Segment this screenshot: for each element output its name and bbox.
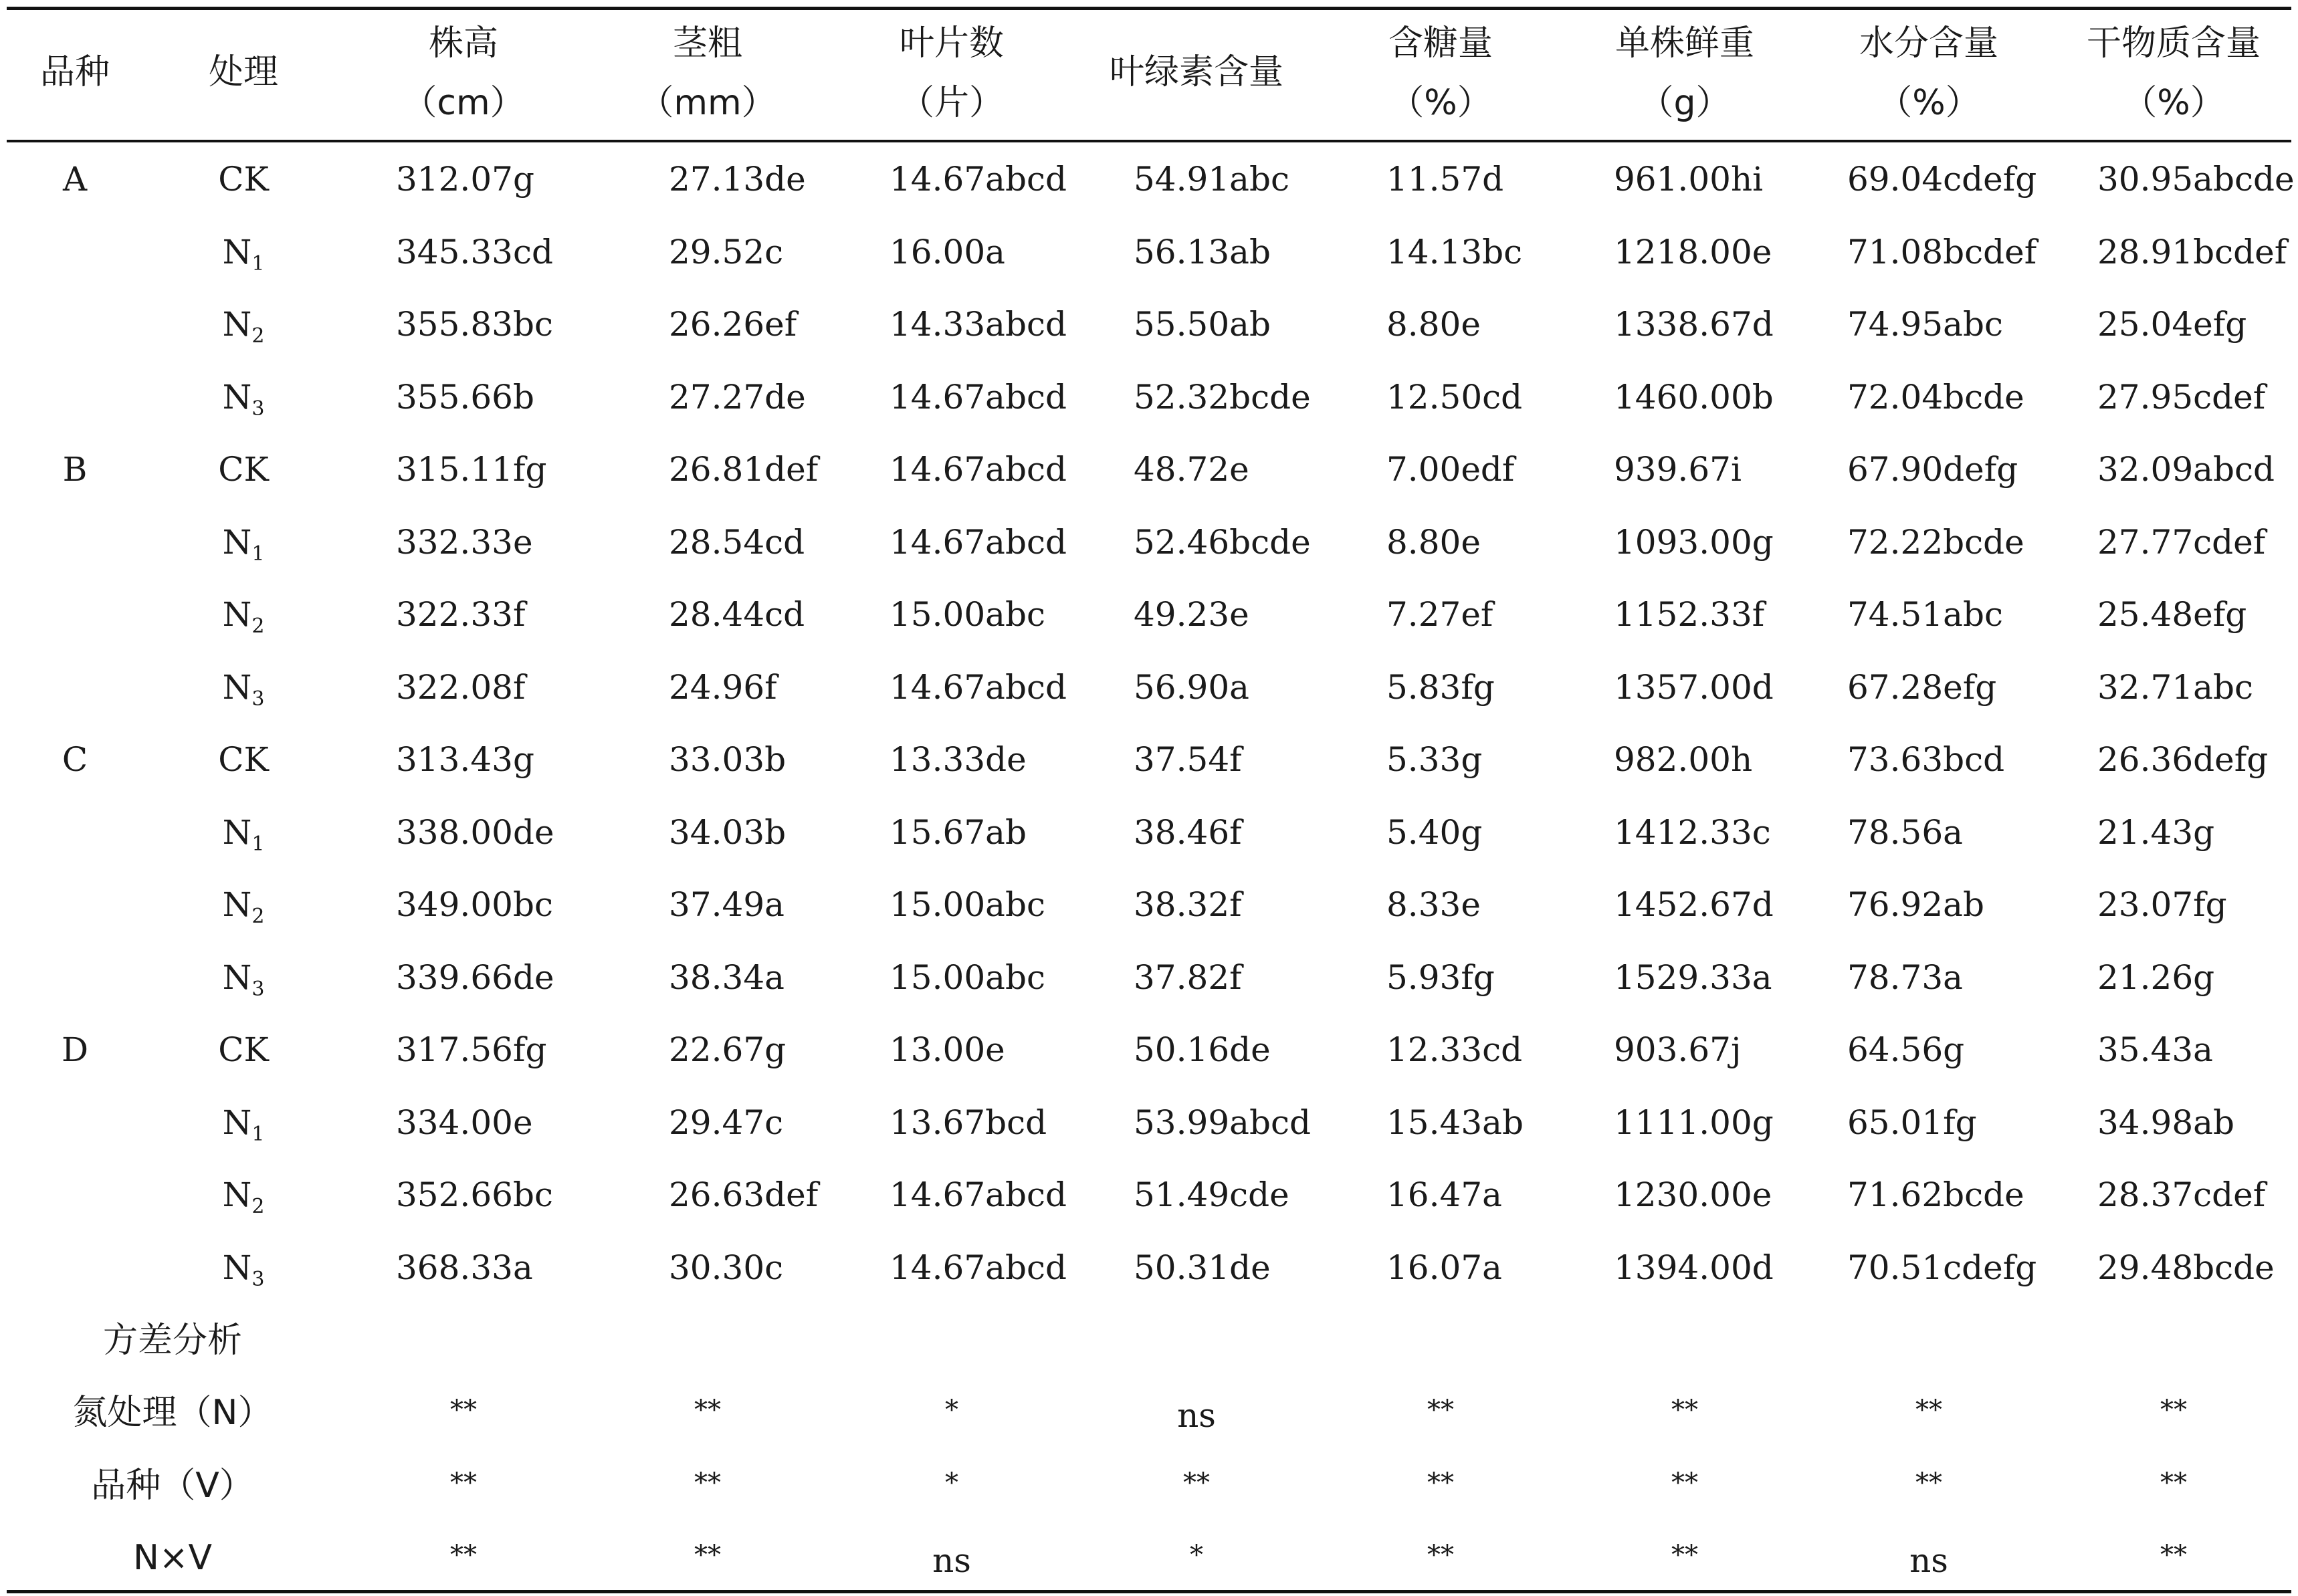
anova-cell: **: [1915, 1467, 1942, 1498]
table-cell: 69.04cdefg: [1847, 160, 2037, 199]
anova-cell: **: [694, 1540, 721, 1571]
anova-cell: *: [1190, 1540, 1203, 1571]
table-cell: 345.33cd: [396, 232, 553, 271]
treatment-text: CK: [218, 160, 269, 199]
header-col-name: 水分含量: [1859, 23, 1999, 64]
table-cell: 352.66bc: [396, 1175, 553, 1214]
treatment-label: [222, 522, 265, 566]
table-cell: 1093.00g: [1614, 522, 1774, 562]
table-cell: 368.33a: [396, 1248, 533, 1287]
treatment-subscript: 3: [251, 687, 265, 711]
table-cell: 26.36defg: [2097, 740, 2269, 779]
table-cell: 38.32f: [1134, 885, 1242, 924]
table-cell: 312.07g: [396, 160, 534, 199]
table-cell: 25.48efg: [2097, 595, 2247, 634]
table-cell: 70.51cdefg: [1847, 1248, 2037, 1287]
table-cell: 24.96f: [669, 667, 777, 707]
table-cell: 55.50ab: [1134, 305, 1271, 344]
header-variety: 品种: [39, 52, 110, 92]
treatment-label: [222, 812, 265, 856]
table-cell: 22.67g: [669, 1030, 787, 1069]
treatment-text: N: [222, 1103, 252, 1142]
treatment-text: CK: [218, 740, 269, 779]
table-cell: 903.67j: [1614, 1030, 1742, 1069]
table-cell: 65.01fg: [1847, 1103, 1977, 1142]
header-col-name: 单株鲜重: [1614, 23, 1755, 64]
table-cell: 13.00e: [890, 1030, 1005, 1069]
table-cell: 317.56fg: [396, 1030, 547, 1069]
table-cell: 37.54f: [1134, 740, 1242, 779]
treatment-subscript: 2: [251, 905, 265, 928]
table-cell: 8.80e: [1386, 305, 1481, 344]
table-cell: 37.49a: [669, 885, 785, 924]
treatment-text: N: [222, 377, 252, 417]
treatment-label: [222, 885, 265, 928]
anova-cell: **: [694, 1395, 721, 1426]
treatment-text: N: [222, 812, 252, 852]
table-cell: 52.32bcde: [1134, 377, 1311, 417]
table-cell: 74.95abc: [1847, 305, 2003, 344]
treatment-label: [222, 667, 265, 711]
bottom-rule: [7, 1590, 2291, 1593]
table-cell: 15.00abc: [890, 595, 1045, 634]
table-cell: 56.90a: [1134, 667, 1249, 707]
table-cell: 1529.33a: [1614, 957, 1772, 997]
header-col-name: 叶片数: [899, 23, 1005, 64]
header-col-unit: （%）: [2122, 83, 2225, 123]
table-cell: 339.66de: [396, 957, 554, 997]
anova-title: 方差分析: [102, 1321, 243, 1361]
anova-label: 品种（V）: [91, 1465, 254, 1506]
table-cell: 34.03b: [669, 812, 787, 852]
table-cell: 14.67abcd: [890, 377, 1067, 417]
table-cell: 355.83bc: [396, 305, 553, 344]
table-cell: 7.00edf: [1386, 450, 1515, 489]
header-col-name: 含糖量: [1388, 23, 1493, 64]
table-cell: 8.33e: [1386, 885, 1481, 924]
treatment-subscript: 1: [251, 1122, 265, 1146]
table-cell: 14.67abcd: [890, 1175, 1067, 1214]
anova-cell: **: [1427, 1395, 1454, 1426]
variety-label: C: [62, 740, 88, 779]
header-col-unit: （mm）: [639, 83, 776, 123]
treatment-label: [222, 1248, 265, 1291]
table-cell: 56.13ab: [1134, 232, 1271, 271]
treatment-label: [222, 232, 265, 275]
table-cell: 16.07a: [1386, 1248, 1502, 1287]
header-col-unit: （%）: [1389, 83, 1492, 123]
table-cell: 54.91abc: [1134, 160, 1289, 199]
table-cell: 15.67ab: [890, 812, 1027, 852]
table-cell: 14.67abcd: [890, 522, 1067, 562]
treatment-label: [222, 1103, 265, 1146]
table-cell: 8.80e: [1386, 522, 1481, 562]
anova-cell: **: [2160, 1395, 2187, 1426]
anova-cell: **: [694, 1467, 721, 1498]
header-col-name: 茎粗: [672, 23, 743, 64]
header-col-name: 叶绿素含量: [1109, 52, 1284, 92]
table-cell: 14.67abcd: [890, 450, 1067, 489]
anova-label: N×V: [132, 1538, 213, 1578]
table-cell: 27.95cdef: [2097, 377, 2266, 417]
table-cell: 72.22bcde: [1847, 522, 2024, 562]
anova-cell: **: [450, 1395, 477, 1426]
table-cell: 26.63def: [669, 1175, 819, 1214]
table-cell: 332.33e: [396, 522, 533, 562]
table-cell: 13.33de: [890, 740, 1027, 779]
treatment-label: [222, 594, 265, 638]
table-cell: 52.46bcde: [1134, 522, 1311, 562]
table-cell: 14.13bc: [1386, 232, 1523, 271]
table-cell: 30.30c: [669, 1248, 784, 1287]
table-cell: 26.81def: [669, 450, 819, 489]
anova-cell: **: [1671, 1540, 1698, 1571]
table-cell: 939.67i: [1614, 450, 1742, 489]
table-cell: 1152.33f: [1614, 595, 1765, 634]
anova-cell: ns: [1909, 1541, 1948, 1580]
table-cell: 78.56a: [1847, 812, 1963, 852]
table-cell: 38.46f: [1134, 812, 1242, 852]
table-cell: 35.43a: [2097, 1030, 2213, 1069]
table-cell: 29.48bcde: [2097, 1248, 2275, 1287]
header-rule: [7, 140, 2291, 142]
table-cell: 13.67bcd: [890, 1103, 1047, 1142]
table-cell: 74.51abc: [1847, 595, 2003, 634]
table-cell: 315.11fg: [396, 450, 547, 489]
anova-cell: **: [1427, 1467, 1454, 1498]
variety-label: D: [61, 1030, 89, 1069]
header-col-unit: （片）: [899, 83, 1005, 123]
variety-label: B: [62, 450, 88, 489]
treatment-subscript: 1: [251, 251, 265, 275]
treatment-text: N: [222, 885, 252, 924]
table-cell: 5.93fg: [1386, 957, 1495, 997]
treatment-subscript: 2: [251, 1195, 265, 1218]
table-cell: 34.98ab: [2097, 1103, 2234, 1142]
table-cell: 5.33g: [1386, 740, 1483, 779]
treatment-text: CK: [218, 1030, 269, 1069]
table-cell: 14.33abcd: [890, 305, 1067, 344]
table-cell: 322.33f: [396, 595, 526, 634]
table-cell: 28.37cdef: [2097, 1175, 2266, 1214]
anova-cell: **: [1671, 1395, 1698, 1426]
table-cell: 29.47c: [669, 1103, 784, 1142]
table-cell: 338.00de: [396, 812, 554, 852]
treatment-label: [222, 957, 265, 1001]
header-treatment: 处理: [208, 52, 279, 92]
table-cell: 1452.67d: [1614, 885, 1774, 924]
table-cell: 1357.00d: [1614, 667, 1774, 707]
treatment-label: [218, 449, 269, 489]
treatment-subscript: 3: [251, 977, 265, 1001]
treatment-label: [218, 1030, 269, 1070]
treatment-label: [218, 159, 269, 199]
table-cell: 15.00abc: [890, 885, 1045, 924]
treatment-subscript: 1: [251, 542, 265, 566]
table-cell: 349.00bc: [396, 885, 553, 924]
table-cell: 27.77cdef: [2097, 522, 2266, 562]
table-cell: 11.57d: [1386, 160, 1504, 199]
table-cell: 15.00abc: [890, 957, 1045, 997]
treatment-subscript: 1: [251, 832, 265, 856]
anova-cell: **: [1427, 1540, 1454, 1571]
table-cell: 67.90defg: [1847, 450, 2018, 489]
treatment-text: N: [222, 595, 252, 634]
anova-cell: **: [2160, 1540, 2187, 1571]
table-cell: 334.00e: [396, 1103, 533, 1142]
treatment-text: N: [222, 1248, 252, 1287]
table-cell: 1394.00d: [1614, 1248, 1774, 1287]
table-cell: 1338.67d: [1614, 305, 1774, 344]
table-cell: 1460.00b: [1614, 377, 1774, 417]
table-cell: 48.72e: [1134, 450, 1249, 489]
table-cell: 26.26ef: [669, 305, 797, 344]
table-cell: 33.03b: [669, 740, 787, 779]
treatment-label: [218, 739, 269, 780]
treatment-text: N: [222, 957, 252, 997]
treatment-label: [222, 377, 265, 421]
treatment-subscript: 2: [251, 324, 265, 348]
table-cell: 37.82f: [1134, 957, 1242, 997]
table-cell: 21.26g: [2097, 957, 2215, 997]
table-cell: 49.23e: [1134, 595, 1249, 634]
top-rule: [7, 7, 2291, 10]
table-cell: 5.83fg: [1386, 667, 1495, 707]
table-cell: 28.91bcdef: [2097, 232, 2287, 271]
table-cell: 72.04bcde: [1847, 377, 2024, 417]
table-cell: 28.44cd: [669, 595, 805, 634]
anova-cell: **: [2160, 1467, 2187, 1498]
anova-cell: **: [1671, 1467, 1698, 1498]
table-cell: 50.31de: [1134, 1248, 1271, 1287]
table-cell: 14.67abcd: [890, 160, 1067, 199]
table-cell: 71.08bcdef: [1847, 232, 2037, 271]
table-cell: 76.92ab: [1847, 885, 1984, 924]
table-cell: 67.28efg: [1847, 667, 1997, 707]
anova-cell: ns: [1177, 1396, 1216, 1435]
anova-cell: **: [1915, 1395, 1942, 1426]
anova-cell: **: [450, 1467, 477, 1498]
anova-cell: **: [450, 1540, 477, 1571]
table-cell: 12.33cd: [1386, 1030, 1523, 1069]
table-cell: 38.34a: [669, 957, 785, 997]
header-col-unit: （%）: [1877, 83, 1980, 123]
table-cell: 14.67abcd: [890, 1248, 1067, 1287]
table-cell: 1111.00g: [1614, 1103, 1774, 1142]
header-col-unit: （cm）: [402, 83, 525, 123]
table-cell: 1230.00e: [1614, 1175, 1772, 1214]
table-cell: 7.27ef: [1386, 595, 1493, 634]
table-cell: 53.99abcd: [1134, 1103, 1311, 1142]
table-cell: 5.40g: [1386, 812, 1483, 852]
treatment-text: N: [222, 522, 252, 562]
variety-label: A: [62, 160, 88, 199]
table-cell: 355.66b: [396, 377, 534, 417]
anova-cell: *: [945, 1395, 958, 1426]
header-col-name: 株高: [428, 23, 499, 64]
treatment-subscript: 3: [251, 396, 265, 421]
anova-label: 氮处理（N）: [72, 1393, 273, 1433]
table-cell: 23.07fg: [2097, 885, 2227, 924]
table-cell: 982.00h: [1614, 740, 1753, 779]
table-cell: 30.95abcde: [2097, 160, 2295, 199]
table-cell: 64.56g: [1847, 1030, 1965, 1069]
table-cell: 27.13de: [669, 160, 806, 199]
table-cell: 21.43g: [2097, 812, 2215, 852]
table-cell: 12.50cd: [1386, 377, 1523, 417]
anova-cell: **: [1183, 1467, 1210, 1498]
table-cell: 32.71abc: [2097, 667, 2253, 707]
table-cell: 29.52c: [669, 232, 784, 271]
table-cell: 1218.00e: [1614, 232, 1772, 271]
table-cell: 71.62bcde: [1847, 1175, 2024, 1214]
treatment-text: N: [222, 1175, 252, 1214]
treatment-subscript: 3: [251, 1267, 265, 1291]
table-cell: 14.67abcd: [890, 667, 1067, 707]
header-col-name: 干物质含量: [2086, 23, 2261, 64]
table-cell: 322.08f: [396, 667, 526, 707]
table-cell: 961.00hi: [1614, 160, 1764, 199]
treatment-label: [222, 1175, 265, 1218]
header-col-unit: （g）: [1639, 83, 1731, 123]
treatment-label: [222, 304, 265, 348]
table-cell: 28.54cd: [669, 522, 805, 562]
table-cell: 27.27de: [669, 377, 806, 417]
treatment-text: N: [222, 232, 252, 271]
table-cell: 15.43ab: [1386, 1103, 1524, 1142]
table-cell: 51.49cde: [1134, 1175, 1289, 1214]
treatment-text: N: [222, 305, 252, 344]
anova-cell: ns: [932, 1541, 971, 1580]
table-cell: 1412.33c: [1614, 812, 1771, 852]
table-cell: 16.47a: [1386, 1175, 1502, 1214]
table-cell: 78.73a: [1847, 957, 1963, 997]
table-cell: 32.09abcd: [2097, 450, 2275, 489]
treatment-subscript: 2: [251, 614, 265, 638]
table-cell: 50.16de: [1134, 1030, 1271, 1069]
table-cell: 25.04efg: [2097, 305, 2247, 344]
table-cell: 313.43g: [396, 740, 534, 779]
treatment-text: CK: [218, 450, 269, 489]
treatment-text: N: [222, 667, 252, 707]
table-cell: 16.00a: [890, 232, 1005, 271]
anova-cell: *: [945, 1467, 958, 1498]
table-cell: 73.63bcd: [1847, 740, 2005, 779]
